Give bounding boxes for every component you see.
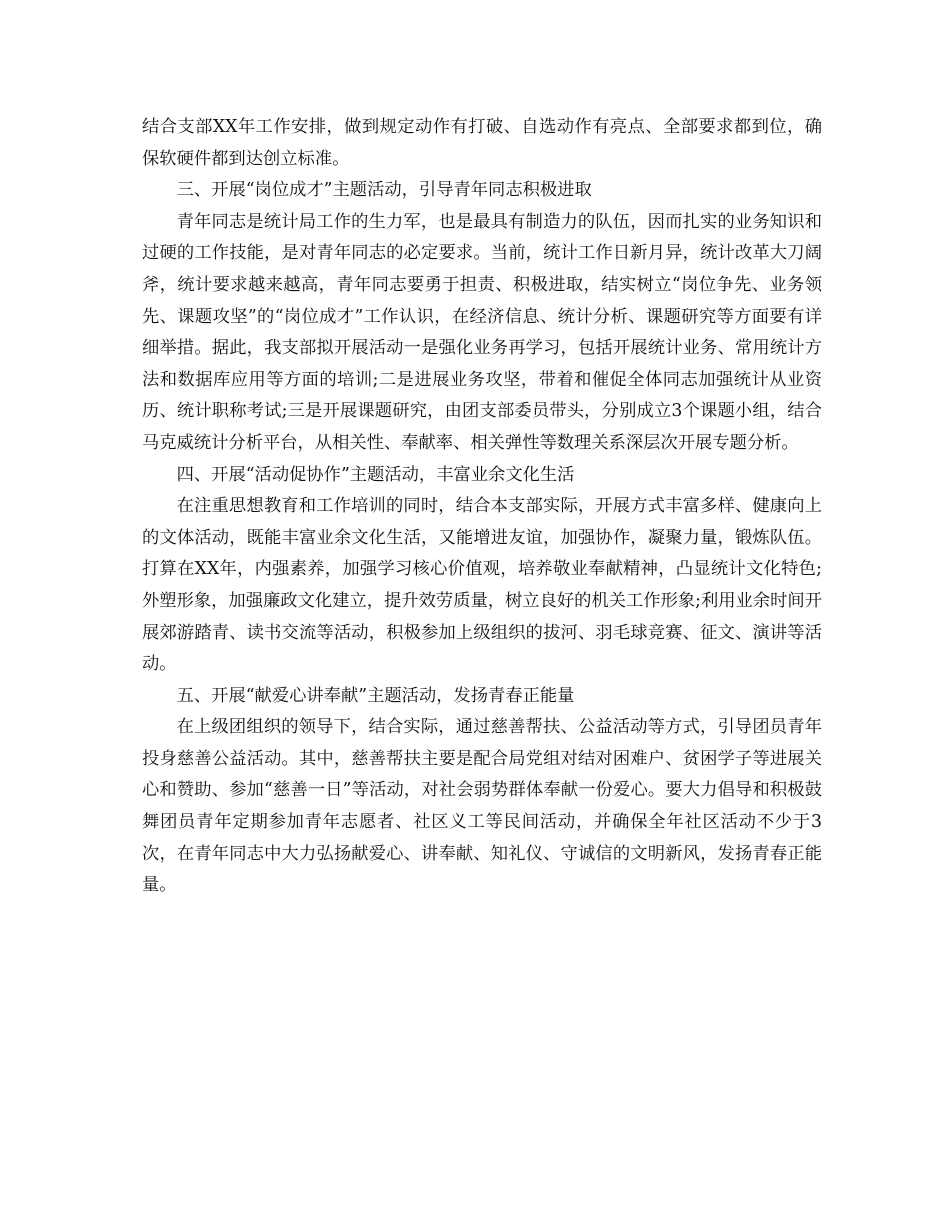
paragraph-section-5: 在上级团组织的领导下，结合实际，通过慈善帮扶、公益活动等方式，引导团员青年投身慈善公益活动。其中，慈善帮扶主要是配合局党组对结对困难户、贫困学子等进展关心和赞助、参加“慈善一日”等活动，对社会弱势群体奉献一份爱心。要大力倡导和积极鼓舞团员青年定期参加青年志愿者、社区义工等民间活动，并确保全年社区活动不少于3次，在青年同志中大力弘扬献爱心、讲奉献、知礼仪、守诚信的文明新风，发扬青春正能量。 xyxy=(142,717,822,896)
paragraph-continuation: 结合支部XX年工作安排，做到规定动作有打破、自选动作有亮点、全部要求都到位，确保软硬件都到达创立标准。 xyxy=(142,117,822,169)
document-page xyxy=(142,112,822,902)
paragraph-section-4: 在注重思想教育和工作培训的同时，结合本支部实际，开展方式丰富多样、健康向上的文体活动，既能丰富业余文化生活，又能增进友谊，加强协作，凝聚力量，锻炼队伍。打算在XX年，内强素养，加强学习核心价值观，培养敬业奉献精神，凸显统计文化特色;外塑形象，加强廉政文化建立，提升效劳质量，树立良好的机关工作形象;利用业余时间开展郊游踏青、读书交流等活动，积极参加上级组织的拔河、羽毛球竞赛、征文、演讲等活动。 xyxy=(142,496,822,675)
paragraph-section-3: 青年同志是统计局工作的生力军，也是最具有制造力的队伍，因而扎实的业务知识和过硬的工作技能，是对青年同志的必定要求。当前，统计工作日新月异，统计改革大刀阔斧，统计要求越来越高，青年同志要勇于担责、积极进取，结实树立“岗位争先、业务领先、课题攻坚”的“岗位成才”工作认识，在经济信息、统计分析、课题研究等方面要有详细举措。据此，我支部拟开展活动一是强化业务再学习，包括开展统计业务、常用统计方法和数据库应用等方面的培训;二是进展业务攻坚，带着和催促全体同志加强统计从业资历、统计职称考试;三是开展课题研究，由团支部委员带头，分别成立3个课题小组，结合马克威统计分析平台，从相关性、奉献率、相关弹性等数理关系深层次开展专题分析。 xyxy=(142,211,822,453)
section-heading-3: 三、开展“岗位成才”主题活动，引导青年同志积极进取 xyxy=(176,180,592,201)
section-heading-5: 五、开展“献爱心讲奉献”主题活动，发扬青春正能量 xyxy=(176,685,575,706)
section-heading-4: 四、开展“活动促协作”主题活动，丰富业余文化生活 xyxy=(176,464,575,485)
